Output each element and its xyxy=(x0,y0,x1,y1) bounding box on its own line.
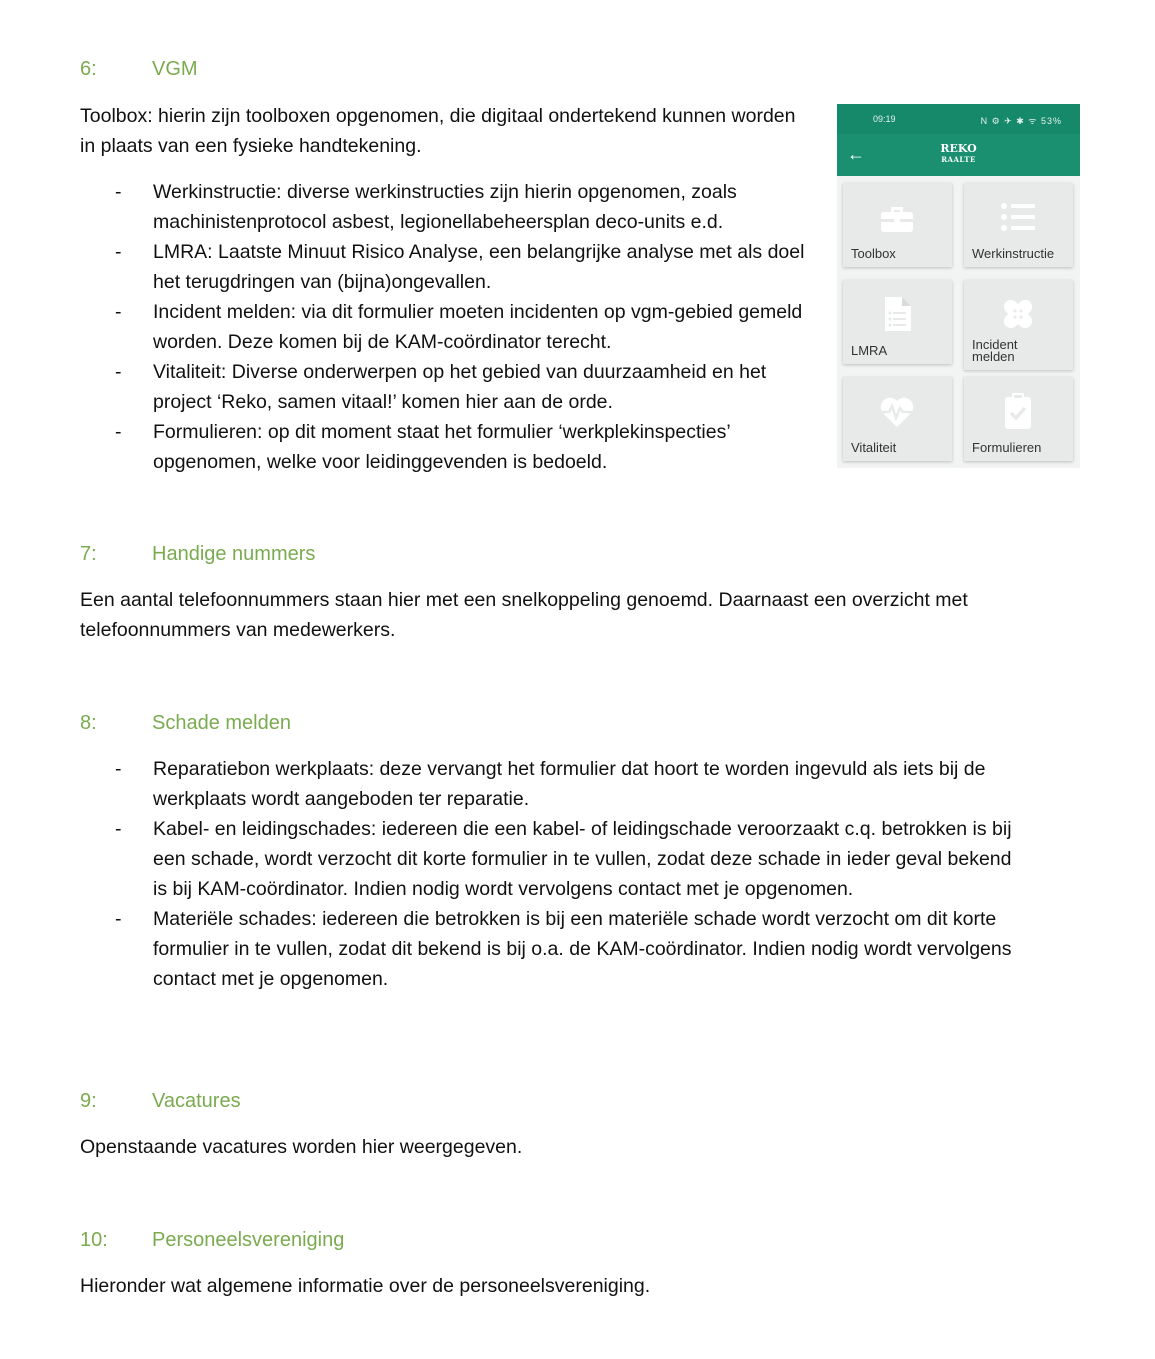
logo-line-1: REKO xyxy=(940,142,977,155)
tile-label: Incident melden xyxy=(972,337,1018,364)
section-number: 9: xyxy=(80,1090,97,1112)
list-dash: - xyxy=(115,241,122,263)
vgm-list xyxy=(80,177,825,477)
list-item xyxy=(80,754,1025,814)
section-number: 8: xyxy=(80,712,97,734)
section-heading-vacatures xyxy=(80,1088,241,1114)
list-item xyxy=(80,417,825,477)
status-icons: N ⚙ ✈ ✱ ᯤ 53% xyxy=(980,116,1062,126)
list-item xyxy=(80,814,1025,904)
list-item xyxy=(80,297,825,357)
list-item xyxy=(80,904,1025,994)
vgm-intro: Toolbox: hierin zijn toolboxen opgenomen, die digitaal ondertekend kunnen worden in plaats van een fysieke handtekening. xyxy=(80,105,796,157)
section-number: 10: xyxy=(80,1229,108,1251)
list-item-text: LMRA: Laatste Minuut Risico Analyse, een belangrijke analyse met als doel het terugdringen van (bijna)ongevallen. xyxy=(153,241,805,293)
section-title: VGM xyxy=(152,58,198,80)
heartbeat-icon xyxy=(877,391,917,431)
section-title: Personeelsvereniging xyxy=(152,1229,345,1251)
list-item-text: Reparatiebon werkplaats: deze vervangt het formulier dat hoort te worden ingevuld als iets bij de werkplaats wordt aangeboden ter reparatie. xyxy=(153,758,986,810)
clipboard-check-icon xyxy=(998,391,1038,431)
section-title: Schade melden xyxy=(152,712,291,734)
tile-label: Vitaliteit xyxy=(851,440,897,455)
back-arrow-icon[interactable]: ← xyxy=(847,144,865,164)
section-heading-nummers xyxy=(80,541,315,567)
section-heading-vgm xyxy=(80,56,198,82)
tile-werkinstructie[interactable] xyxy=(964,183,1073,267)
list-item-text: Formulieren: op dit moment staat het formulier ‘werkplekinspecties’ opgenomen, welke voor leidinggevenden is bedoeld. xyxy=(153,421,730,473)
list-item-text: Materiële schades: iedereen die betrokken is bij een materiële schade wordt verzocht om dit korte formulier in te vullen, zodat dit bekend is bij o.a. de KAM-coördinator. Indien nodig wordt vervolgens contact met je opgenomen. xyxy=(153,908,1012,990)
list-icon xyxy=(998,197,1038,237)
tile-label: LMRA xyxy=(851,343,888,358)
list-dash: - xyxy=(115,181,122,203)
tile-vitaliteit[interactable] xyxy=(843,377,952,461)
app-screenshot xyxy=(837,104,1080,468)
list-dash: - xyxy=(115,301,122,323)
logo-line-2: RAALTE xyxy=(941,155,976,164)
list-dash: - xyxy=(115,361,122,383)
tile-label: Formulieren xyxy=(972,440,1042,455)
list-item xyxy=(80,237,825,297)
section-number: 7: xyxy=(80,543,97,565)
list-item-text: Werkinstructie: diverse werkinstructies zijn hierin opgenomen, zoals machinistenprotocol asbest, legionellabeheersplan deco-units e.d. xyxy=(153,181,737,233)
tile-label: Toolbox xyxy=(851,246,896,261)
list-item-text: Incident melden: via dit formulier moeten incidenten op vgm-gebied gemeld worden. Deze komen bij de KAM-coördinator terecht. xyxy=(153,301,803,353)
bandage-icon xyxy=(998,294,1038,334)
app-bar xyxy=(837,134,1080,176)
nummers-text: Een aantal telefoonnummers staan hier met een snelkoppeling genoemd. Daarnaast een overzicht met telefoonnummers van medewerkers. xyxy=(80,589,968,641)
section-heading-personeel xyxy=(80,1227,344,1253)
tile-formulieren[interactable] xyxy=(964,377,1073,461)
schade-list xyxy=(80,754,1025,994)
list-dash: - xyxy=(115,818,122,840)
status-bar xyxy=(837,104,1080,134)
section-title: Handige nummers xyxy=(152,543,316,565)
status-time: 09:19 xyxy=(873,114,896,124)
toolbox-icon xyxy=(877,197,917,237)
tile-label: Werkinstructie xyxy=(972,246,1055,261)
list-item xyxy=(80,177,825,237)
section-number: 6: xyxy=(80,58,97,80)
tile-incident-melden[interactable] xyxy=(964,280,1073,370)
reko-logo xyxy=(837,144,1080,165)
tile-lmra[interactable] xyxy=(843,280,952,364)
list-dash: - xyxy=(115,758,122,780)
list-item xyxy=(80,357,825,417)
list-item-text: Vitaliteit: Diverse onderwerpen op het gebied van duurzaamheid en het project ‘Reko, samen vitaal!’ komen hier aan de orde. xyxy=(153,361,767,413)
personeel-text: Hieronder wat algemene informatie over de personeelsvereniging. xyxy=(80,1275,651,1297)
section-heading-schade xyxy=(80,710,291,736)
vacatures-text: Openstaande vacatures worden hier weergegeven. xyxy=(80,1136,523,1158)
list-dash: - xyxy=(115,421,122,443)
section-title: Vacatures xyxy=(152,1090,241,1112)
document-icon xyxy=(877,294,917,334)
list-item-text: Kabel- en leidingschades: iedereen die een kabel- of leidingschade veroorzaakt c.q. betrokken is bij een schade, wordt verzocht dit korte formulier in te vullen, zodat deze schade in ieder geval bekend is bij KAM-coördinator. Indien nodig wordt vervolgens contact met je opgenomen. xyxy=(153,818,1012,900)
list-dash: - xyxy=(115,908,122,930)
tile-toolbox[interactable] xyxy=(843,183,952,267)
